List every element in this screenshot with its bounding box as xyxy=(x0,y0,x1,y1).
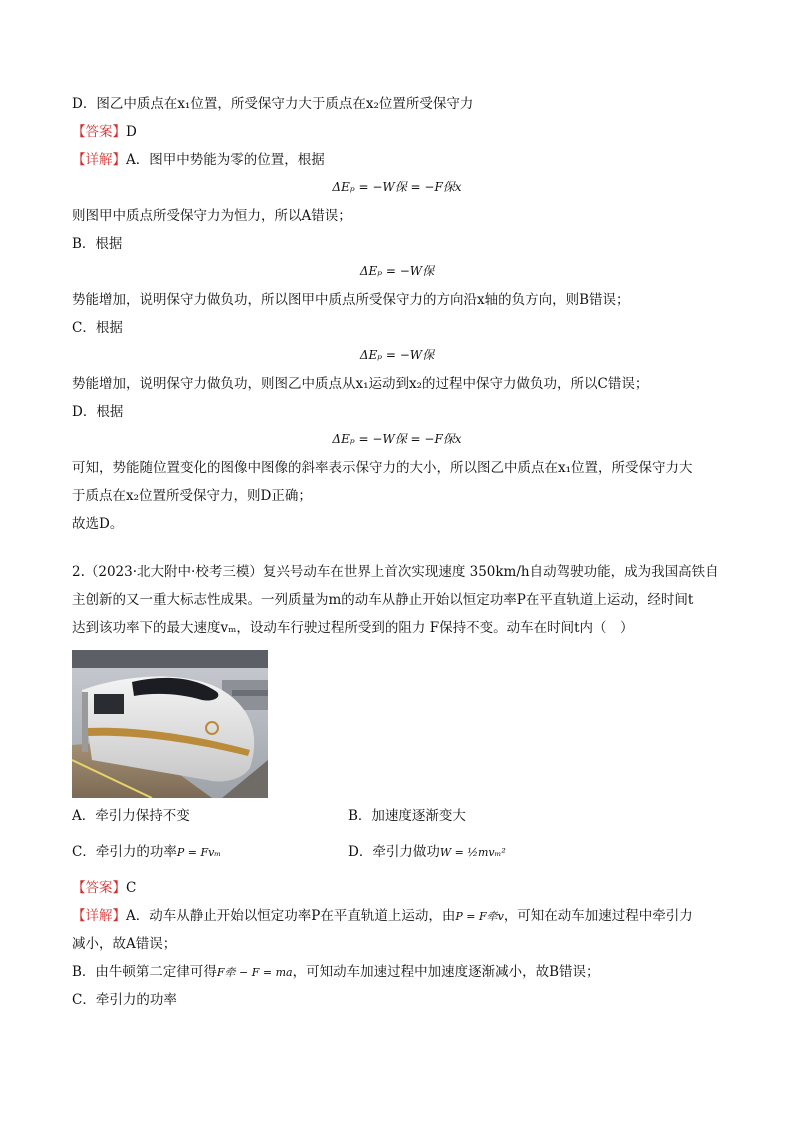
explain-b-post: ，可知动车加速过程中加速度逐渐减小，故B错误； xyxy=(292,964,600,980)
explain-a-formula: P = F牵v xyxy=(455,910,504,923)
q2-explain-a-line2: 减小，故A错误； xyxy=(72,936,177,952)
q1-option-d: D．图乙中质点在x₁位置，所受保守力大于质点在x₂位置所受保守力 xyxy=(72,96,474,112)
formula-1: ΔEₚ = −W保 = −F保x xyxy=(332,180,462,194)
q2-explain-a xyxy=(72,906,693,927)
option-d-text: D．牵引力做功 xyxy=(348,844,440,860)
explain-b-pre: B．由牛顿第二定律可得 xyxy=(72,964,217,980)
option-d-formula: W = ½mvₘ² xyxy=(439,846,506,859)
q1-b-head: B．根据 xyxy=(72,236,123,252)
answer-value: D xyxy=(126,124,137,140)
option-c-text: C．牵引力的功率 xyxy=(72,844,177,860)
q2-answer-line xyxy=(72,878,136,898)
explain-tag: 【详解】 xyxy=(72,908,126,924)
q2-stem-line3: 达到该功率下的最大速度vₘ，设动车行驶过程所受到的阻力 F保持不变。动车在时间t内（ ） xyxy=(72,620,634,636)
formula-4: ΔEₚ = −W保 = −F保x xyxy=(332,432,462,446)
train-photo xyxy=(72,650,268,798)
explain-a-pre: A．动车从静止开始以恒定功率P在平直轨道上运动，由 xyxy=(126,908,456,924)
q1-answer-line xyxy=(72,122,137,142)
q1-b-conclusion: 势能增加，说明保守力做负功，所以图甲中质点所受保守力的方向沿x轴的负方向，则B错误； xyxy=(72,292,630,308)
formula-3: ΔEₚ = −W保 xyxy=(359,348,435,362)
q2-option-d xyxy=(348,842,506,863)
explain-b-formula: F牵 − F = ma xyxy=(216,966,293,979)
q1-d-head: D．根据 xyxy=(72,404,124,420)
q1-a-conclusion: 则图甲中质点所受保守力为恒力，所以A错误； xyxy=(72,208,352,224)
answer-tag: 【答案】 xyxy=(72,880,126,896)
q2-option-c xyxy=(72,842,221,863)
explain-a-text: A．图甲中势能为零的位置，根据 xyxy=(126,152,325,168)
answer-value: C xyxy=(126,880,137,896)
q2-option-a: A．牵引力保持不变 xyxy=(72,808,190,824)
q2-stem-line1: 2.（2023·北大附中·校考三模）复兴号动车在世界上首次实现速度 350km/h自动驾驶功能，成为我国高铁自 xyxy=(72,564,719,580)
formula-2: ΔEₚ = −W保 xyxy=(359,264,435,278)
q2-stem-line2: 主创新的又一重大标志性成果。一列质量为m的动车从静止开始以恒定功率P在平直轨道上运动，经时间t xyxy=(72,592,694,608)
q2-explain-c: C．牵引力的功率 xyxy=(72,992,177,1008)
q1-c-head: C．根据 xyxy=(72,320,123,336)
q1-final: 故选D。 xyxy=(72,516,124,532)
option-c-formula: P = Fvₘ xyxy=(176,846,222,859)
answer-tag: 【答案】 xyxy=(72,124,126,140)
q1-d-line1: 可知，势能随位置变化的图像中图像的斜率表示保守力的大小，所以图乙中质点在x₁位置，所受保守力大 xyxy=(72,460,693,476)
q1-d-line2: 于质点在x₂位置所受保守力，则D正确； xyxy=(72,488,312,504)
q2-option-b: B．加速度逐渐变大 xyxy=(348,808,466,824)
explain-tag: 【详解】 xyxy=(72,152,126,168)
q1-explain-a xyxy=(72,150,325,170)
q1-c-conclusion: 势能增加，说明保守力做负功，则图乙中质点从x₁运动到x₂的过程中保守力做负功，所以C错误； xyxy=(72,376,649,392)
explain-a-post: ，可知在动车加速过程中牵引力 xyxy=(503,908,693,924)
q2-explain-b xyxy=(72,962,600,983)
